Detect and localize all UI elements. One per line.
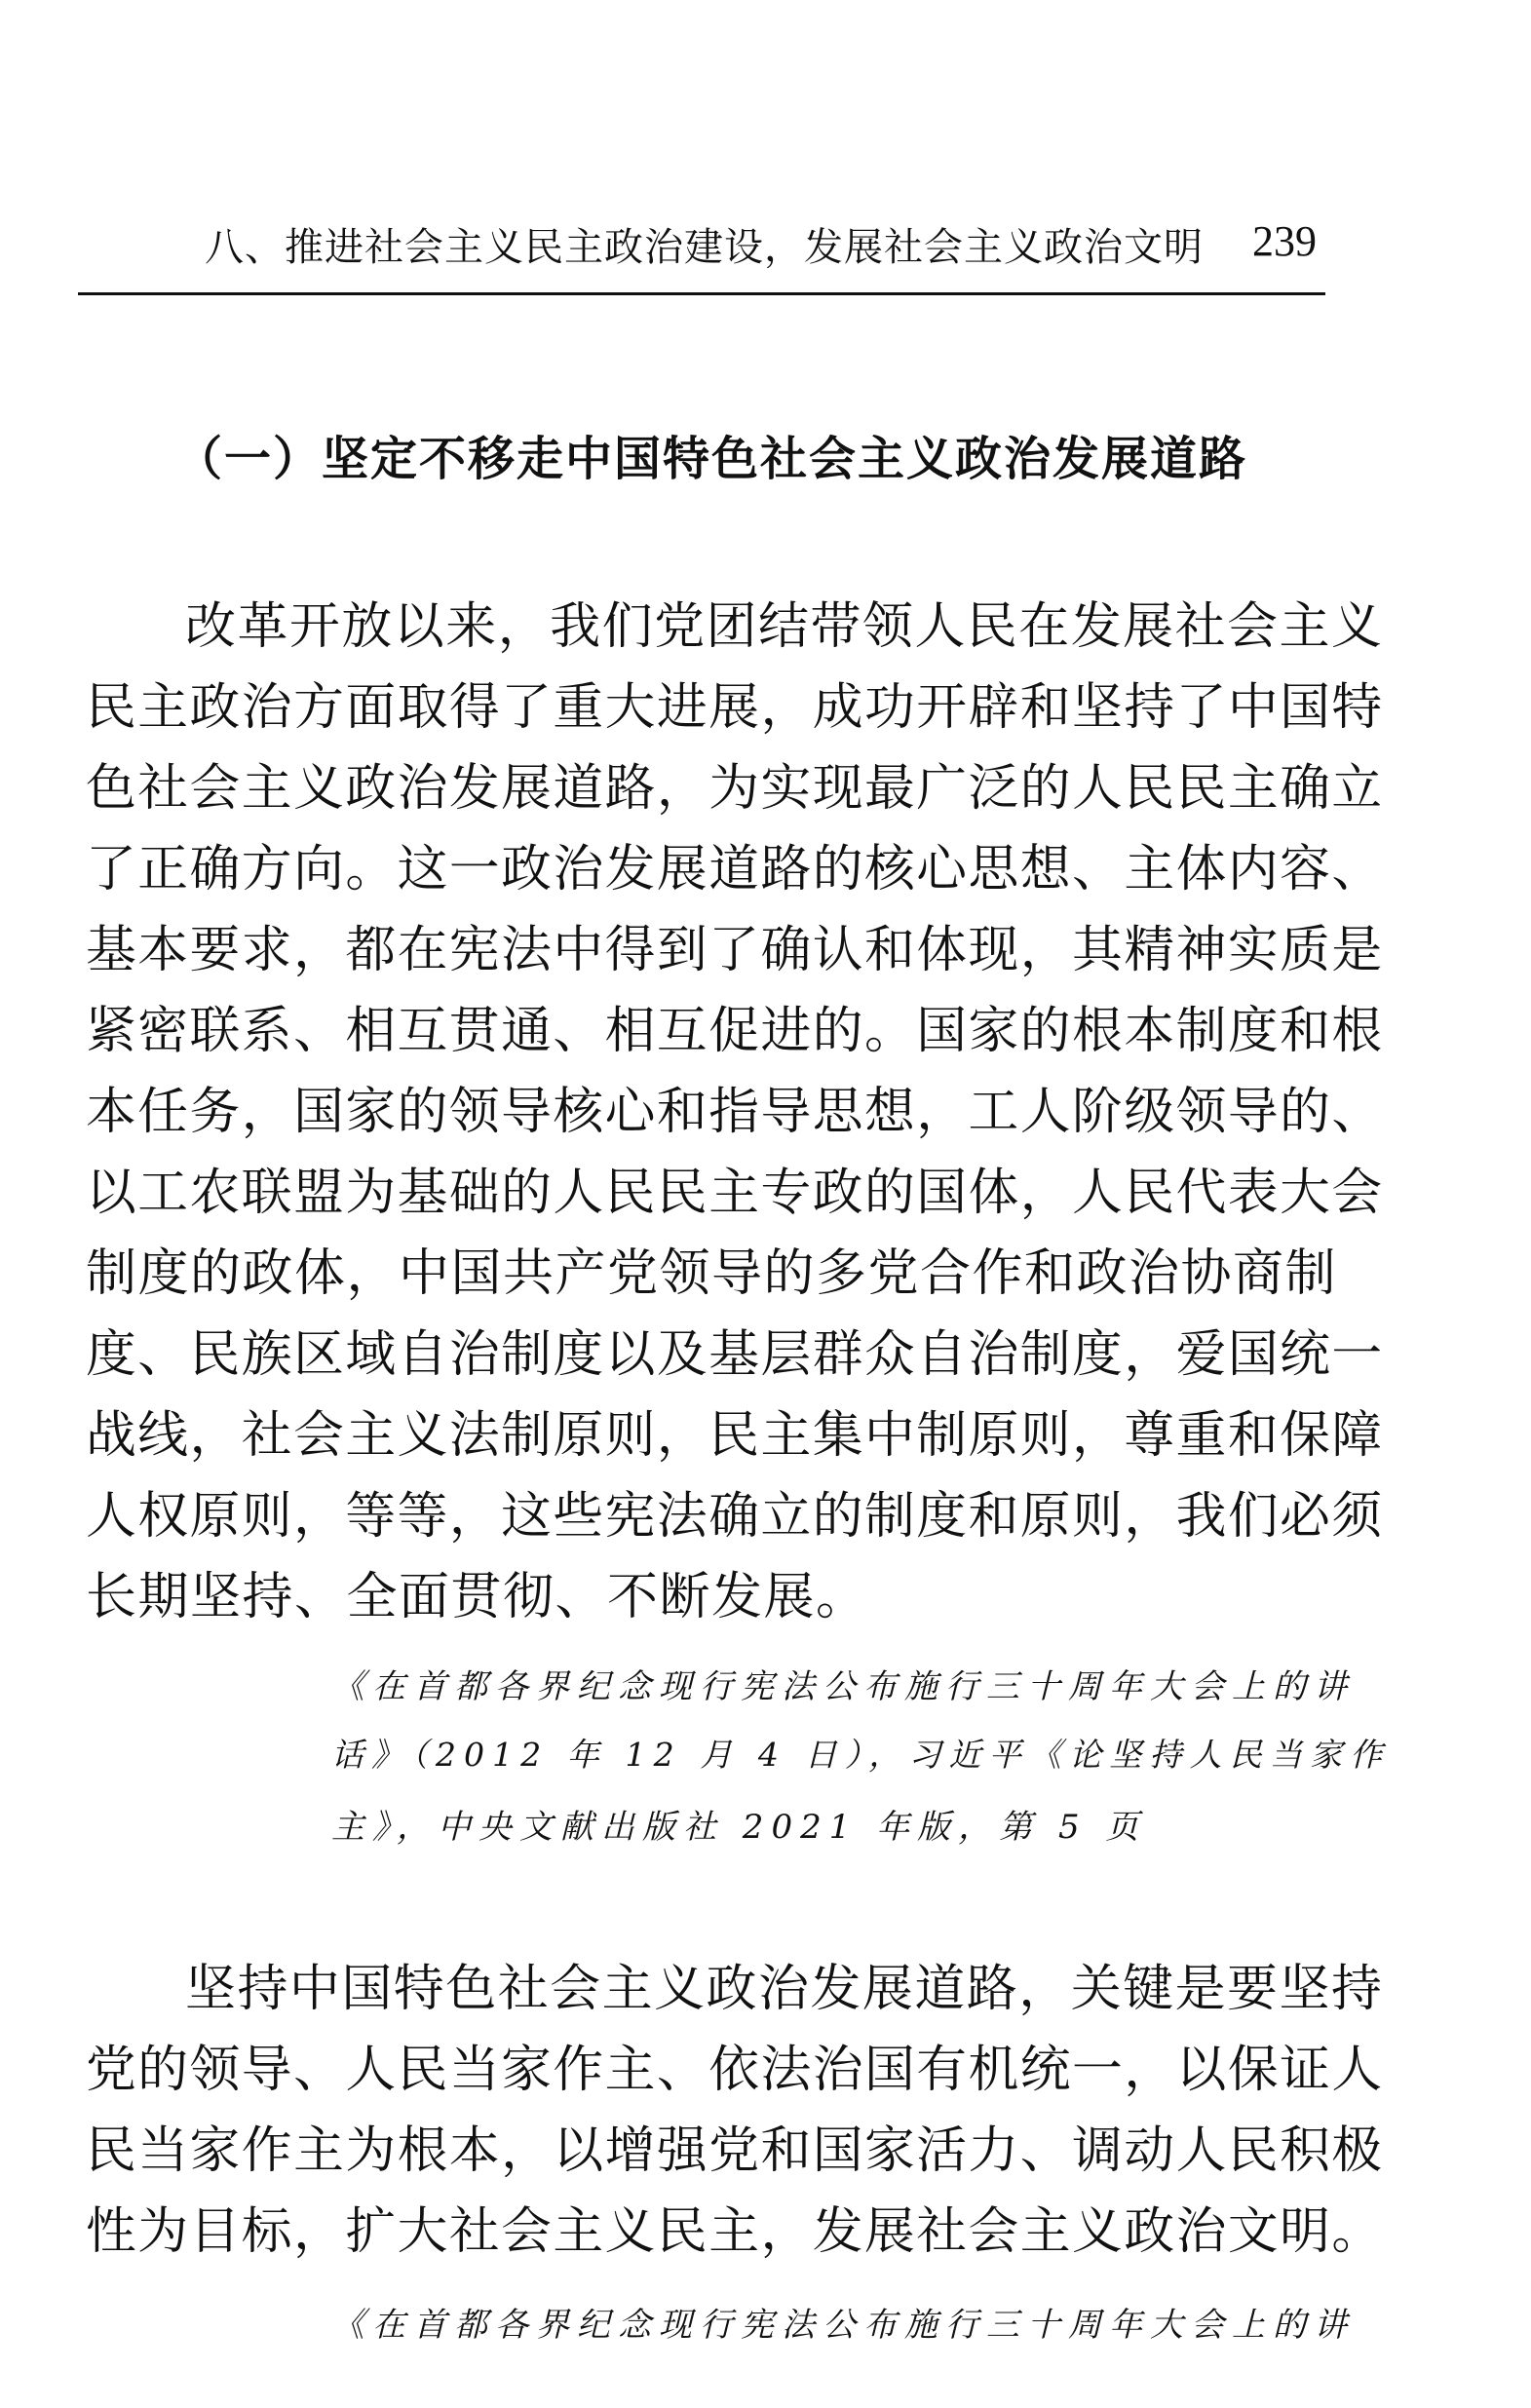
paragraph-line: 长期坚持、全面贯彻、不断发展。 xyxy=(86,1568,868,1626)
paragraph-line: 紧密联系、相互贯通、相互促进的。国家的根本制度和根 xyxy=(86,1002,1384,1060)
paragraph-line: 了正确方向。这一政治发展道路的核心思想、主体内容、 xyxy=(86,840,1384,898)
citation-line: 主》，中央文献出版社 2021 年版，第 5 页 xyxy=(331,1808,1147,1847)
section-heading: （一）坚定不移走中国特色社会主义政治发展道路 xyxy=(175,432,1248,486)
paragraph-line: 性为目标，扩大社会主义民主，发展社会主义政治文明。 xyxy=(86,2202,1384,2261)
paragraph-line: 以工农联盟为基础的人民民主专政的国体，人民代表大会 xyxy=(86,1164,1384,1222)
paragraph-line: 色社会主义政治发展道路，为实现最广泛的人民民主确立 xyxy=(86,759,1384,818)
citation-line: 《在首都各界纪念现行宪法公布施行三十周年大会上的讲 xyxy=(331,1667,1355,1706)
citation-line: 《在首都各界纪念现行宪法公布施行三十周年大会上的讲 xyxy=(331,2306,1355,2345)
paragraph-line: 民当家作主为根本，以增强党和国家活力、调动人民积极 xyxy=(86,2121,1384,2180)
paragraph-line: 坚持中国特色社会主义政治发展道路，关键是要坚持 xyxy=(185,1960,1384,2018)
page-number: 239 xyxy=(1252,217,1317,265)
running-header xyxy=(156,216,1325,275)
paragraph-line: 人权原则，等等，这些宪法确立的制度和原则，我们必须 xyxy=(86,1487,1384,1546)
paragraph-line: 基本要求，都在宪法中得到了确认和体现，其精神实质是 xyxy=(86,921,1384,979)
citation-line: 话》（2012 年 12 月 4 日），习近平《论坚持人民当家作 xyxy=(331,1736,1391,1774)
paragraph-line: 改革开放以来，我们党团结带领人民在发展社会主义 xyxy=(185,597,1384,656)
paragraph-line: 本任务，国家的领导核心和指导思想，工人阶级领导的、 xyxy=(86,1083,1384,1141)
header-rule xyxy=(78,292,1325,295)
paragraph-line: 战线，社会主义法制原则，民主集中制原则，尊重和保障 xyxy=(86,1406,1384,1465)
running-title: 八、推进社会主义民主政治建设，发展社会主义政治文明 xyxy=(205,225,1204,270)
paragraph-line: 度、民族区域自治制度以及基层群众自治制度，爱国统一 xyxy=(86,1325,1384,1384)
paragraph-line: 党的领导、人民当家作主、依法治国有机统一，以保证人 xyxy=(86,2041,1384,2099)
paragraph-line: 民主政治方面取得了重大进展，成功开辟和坚持了中国特 xyxy=(86,678,1384,737)
paragraph-line: 制度的政体，中国共产党领导的多党合作和政治协商制 xyxy=(86,1244,1338,1303)
